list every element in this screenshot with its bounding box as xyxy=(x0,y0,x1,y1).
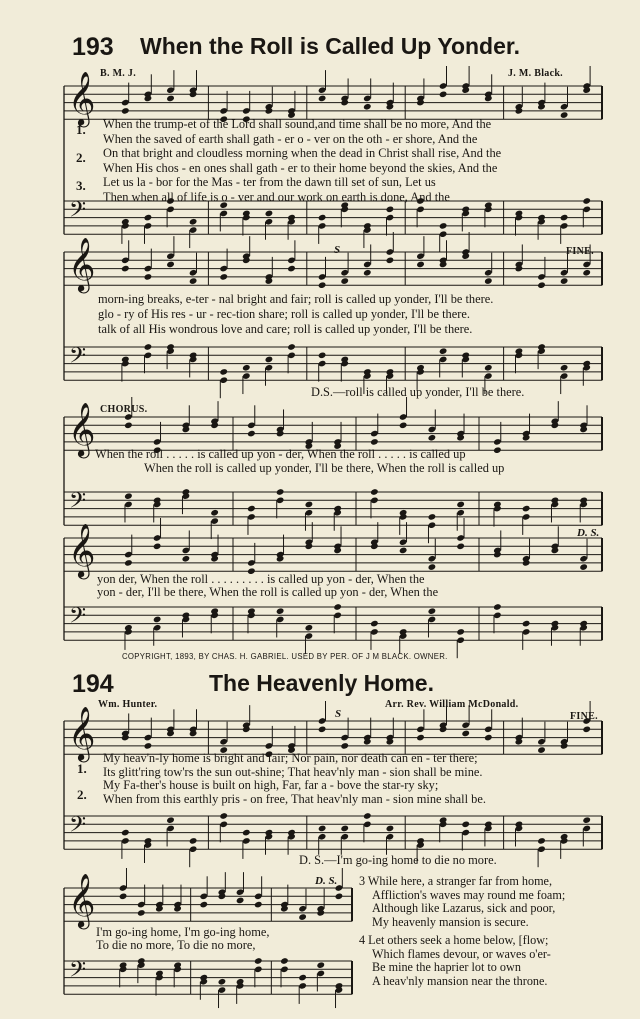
chorus-lyric-line: When the roll is called up yonder, I'll be there, When the roll is called up xyxy=(144,461,505,475)
final-lyric-line: yon der, When the roll . . . . . . . . . is called up yon - der, When the xyxy=(97,572,425,586)
stanza-line: 3 While here, a stranger far from home, xyxy=(359,874,553,888)
refrain-lyric-line: To die no more, To die no more, xyxy=(96,938,256,952)
lyric-line: When the trump-et of the Lord shall sound,and time shall be no more, And the xyxy=(103,117,492,131)
chorus-lyric-line: When the roll . . . . . is called up yon - der, When the roll . . . . . is called up xyxy=(95,447,466,461)
hymn-number: 194 xyxy=(72,670,114,698)
lyric-line: Then when all of life is o - ver and our work on earth is done, And the xyxy=(103,189,450,204)
stanza-line: A heav'nly mansion near the throne. xyxy=(372,974,548,989)
svg-text:𝄢: 𝄢 xyxy=(69,487,87,519)
lyric-line: On that bright and cloudless morning when the dead in Christ shall rise, And the xyxy=(103,146,502,161)
lyric-line: Its glitt'ring tow'rs the sun out-shine; That heav'nly man - sion shall be mine. xyxy=(103,764,483,779)
lyric-line: When from this earthly pris - on free, That heav'nly man - sion mine shall be. xyxy=(103,791,486,806)
hymn-title: The Heavenly Home. xyxy=(209,670,434,696)
stanza-line: Be mine the haprier lot to own xyxy=(372,960,521,975)
lyric-line: My Fa-ther's house is built on high, Far, far a - bove the star-ry sky; xyxy=(103,778,439,792)
svg-text:𝄞: 𝄞 xyxy=(68,706,96,761)
verse-number: 1. xyxy=(76,122,86,137)
stanza-line: Which flames devour, or waves o'er- xyxy=(372,946,551,961)
chorus-label: CHORUS. xyxy=(100,404,148,415)
svg-text:𝄢: 𝄢 xyxy=(69,342,87,374)
lyric-line: glo - ry of His res - ur - rec-tion share; roll is called up yonder, I'll be there. xyxy=(98,307,470,321)
lyricist: Wm. Hunter. xyxy=(98,699,158,710)
lyric-line: When His chos - en ones shall gath - er to their home beyond the skies, And the xyxy=(103,160,498,175)
lyric-line: When the saved of earth shall gath - er o - ver on the oth - er shore, And the xyxy=(103,131,478,146)
svg-text:𝄢: 𝄢 xyxy=(69,196,87,228)
arranger: Arr. Rev. William McDonald. xyxy=(385,699,519,710)
verse-number: 2. xyxy=(76,150,86,165)
hymn-number: 193 xyxy=(72,33,114,61)
svg-text:𝄢: 𝄢 xyxy=(69,956,87,988)
da-segno-mark: D. S. xyxy=(577,527,600,539)
lyric-line: Let us la - bor for the Mas - ter from the dawn till set of sun, Let us xyxy=(103,175,436,190)
verse-number: 2. xyxy=(77,787,87,802)
stanza-3 xyxy=(359,875,565,930)
da-segno-line: D.S.—roll is called up yonder, I'll be there. xyxy=(311,385,525,399)
svg-text:𝄞: 𝄞 xyxy=(68,402,96,457)
stanza-line: My heavenly mansion is secure. xyxy=(372,915,529,930)
segno-mark: S xyxy=(335,708,342,720)
verse-lyrics-block xyxy=(103,117,501,205)
hymn-title: When the Roll is Called Up Yonder. xyxy=(140,33,520,59)
stanza-line: 4 Let others seek a home below, [flow; xyxy=(359,933,549,947)
lyric-line: morn-ing breaks, e-ter - nal bright and fair; roll is called up yonder, I'll be there. xyxy=(98,292,494,306)
copyright-notice: COPYRIGHT, 1893, BY CHAS. H. GABRIEL. USED BY PER. OF J M BLACK. OWNER. xyxy=(122,652,448,661)
verse-number: 1. xyxy=(77,761,87,776)
verse-number: 3. xyxy=(76,178,86,193)
fine-mark: FINE. xyxy=(570,711,598,722)
composer: J. M. Black. xyxy=(508,68,563,79)
svg-text:𝄞: 𝄞 xyxy=(68,71,96,126)
svg-text:𝄢: 𝄢 xyxy=(69,602,87,634)
da-segno-line: D. S.—I'm go-ing home to die no more. xyxy=(299,853,497,867)
lyric-line: My heav'n-ly home is bright and fair; Nor pain, nor death can en - ter there; xyxy=(103,751,478,765)
svg-text:𝄞: 𝄞 xyxy=(68,237,96,292)
stanza-4 xyxy=(359,934,551,989)
fine-mark: FINE. xyxy=(566,246,594,257)
verse-lyrics-block xyxy=(98,292,493,337)
refrain-lyric-line: I'm go-ing home, I'm go-ing home, xyxy=(96,925,270,939)
lyric-line: talk of all His wondrous love and care; roll is called up yonder, I'll be there. xyxy=(98,322,473,336)
segno-mark: S xyxy=(334,244,341,256)
stanza-line: Although like Lazarus, sick and poor, xyxy=(372,901,556,916)
verse-lyrics-block xyxy=(103,752,486,806)
svg-text:𝄞: 𝄞 xyxy=(68,523,96,578)
final-lyric-line: yon - der, I'll be there, When the roll is called up yon - der, When the xyxy=(97,585,439,599)
svg-text:𝄞: 𝄞 xyxy=(68,873,96,928)
da-segno-mark: D. S. xyxy=(315,875,338,887)
lyricist: B. M. J. xyxy=(100,68,137,79)
stanza-line: Affliction's waves may round me foam; xyxy=(372,887,566,902)
svg-text:𝄢: 𝄢 xyxy=(69,811,87,843)
